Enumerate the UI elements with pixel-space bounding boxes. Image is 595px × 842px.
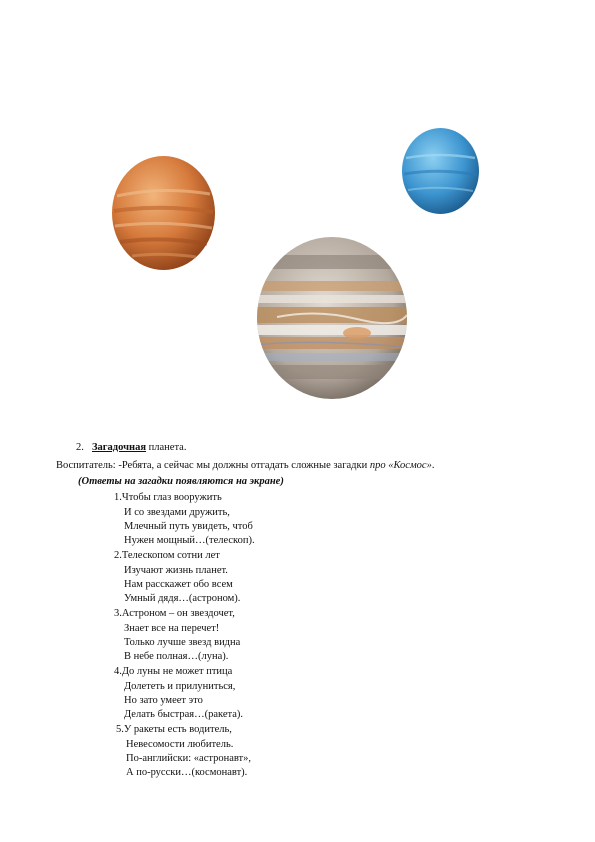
section-number: 2. (76, 442, 84, 453)
riddle-line: По-английски: «астронавт», (126, 753, 252, 764)
riddle-line: В небе полная…(луна). (124, 651, 229, 662)
intro-end: . (431, 460, 435, 471)
riddle-line: Изучают жизнь планет. (124, 565, 228, 576)
riddle-line: А по-русски…(космонавт). (126, 767, 248, 778)
intro-topic: про «Космос» (369, 460, 432, 471)
riddle-line: Невесомости любитель. (126, 739, 234, 750)
riddle-line: Знает все на перечет! (124, 623, 220, 634)
riddle-line: 3.Астроном – он звездочет, (114, 608, 235, 619)
intro-line (56, 459, 434, 472)
riddle-line: 4.До луны не может птица (114, 666, 233, 677)
intro-speaker: Воспитатель: (56, 460, 116, 471)
jupiter-planet-image (257, 237, 407, 399)
riddle-line: Только лучше звезд видна (124, 637, 241, 648)
riddle-line: Но зато умеет это (124, 695, 203, 706)
riddle-line: Нужен мощный…(телескоп). (124, 535, 255, 546)
riddle-line: Умный дядя…(астроном). (124, 593, 241, 604)
riddle-line: 5.У ракеты есть водитель, (116, 724, 232, 735)
riddle-line: Нам расскажет обо всем (124, 579, 233, 590)
riddle-line: Долететь и прилуниться, (124, 681, 236, 692)
orange-planet-image (112, 156, 215, 270)
section-title-rest: планета. (146, 442, 187, 453)
answers-note: (Ответы на загадки появляются на экране) (78, 476, 284, 487)
blue-planet-image (402, 128, 479, 214)
intro-text: -Ребята, а сейчас мы должны отгадать сложные загадки (115, 460, 370, 471)
riddle-line: Делать быстрая…(ракета). (124, 709, 244, 720)
riddle-line: 2.Телескопом сотни лет (114, 550, 220, 561)
riddle-line: И со звездами дружить, (124, 507, 230, 518)
riddle-line: Млечный путь увидеть, чтоб (124, 521, 253, 532)
section-title-bold: Загадочная (92, 442, 147, 453)
section-heading (76, 441, 186, 454)
riddle-line: 1.Чтобы глаз вооружить (114, 492, 222, 503)
